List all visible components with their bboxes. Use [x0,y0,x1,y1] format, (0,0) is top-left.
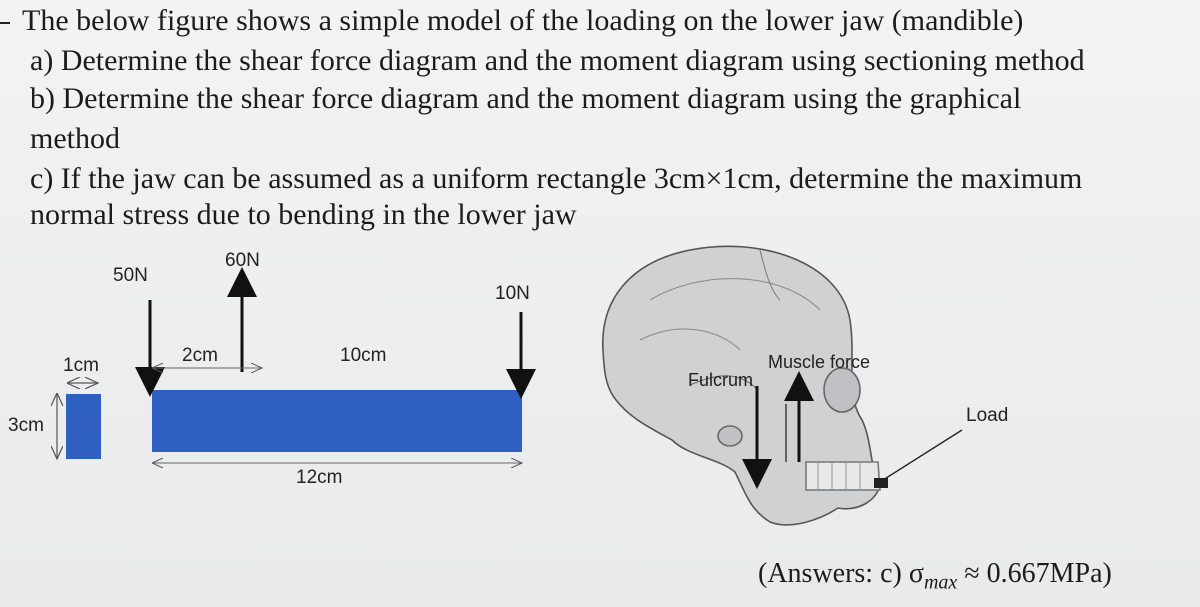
load-label: Load [966,405,1009,426]
force-10n-label: 10N [495,283,530,304]
cross-width-label: 1cm [63,355,99,376]
problem-part-c-line2: normal stress due to bending in the lower jaw [30,198,577,231]
load-leader-line [883,430,962,480]
beam-rect [152,390,522,452]
cross-section-rect [66,394,101,459]
answer-text [758,558,1112,595]
dim-2cm-label: 2cm [182,345,218,366]
muscle-force-label: Muscle force [768,352,871,372]
dim-12cm-label: 12cm [296,467,343,488]
answer-subscript: max [923,571,958,594]
problem-intro: The below figure shows a simple model of the loading on the lower jaw (mandible) [22,4,1024,37]
problem-part-b-line2: method [30,122,120,155]
dim-10cm-label: 10cm [340,345,387,366]
problem-part-c-line1: c) If the jaw can be assumed as a uniform rectangle 3cm×1cm, determine the maximum [30,162,1083,195]
problem-part-b-line1: b) Determine the shear force diagram and the moment diagram using the graphical [30,82,1022,115]
fulcrum-label: Fulcrum [688,370,754,390]
cross-height-label: 3cm [8,415,44,436]
force-60n-label: 60N [225,250,260,271]
problem-part-a: a) Determine the shear force diagram and the moment diagram using sectioning method [30,44,1085,77]
load-point [874,478,888,488]
answer-prefix: (Answers: c) σ [758,558,924,589]
force-50n-label: 50N [113,265,148,286]
answer-value: ≈ 0.667MPa) [964,558,1112,589]
